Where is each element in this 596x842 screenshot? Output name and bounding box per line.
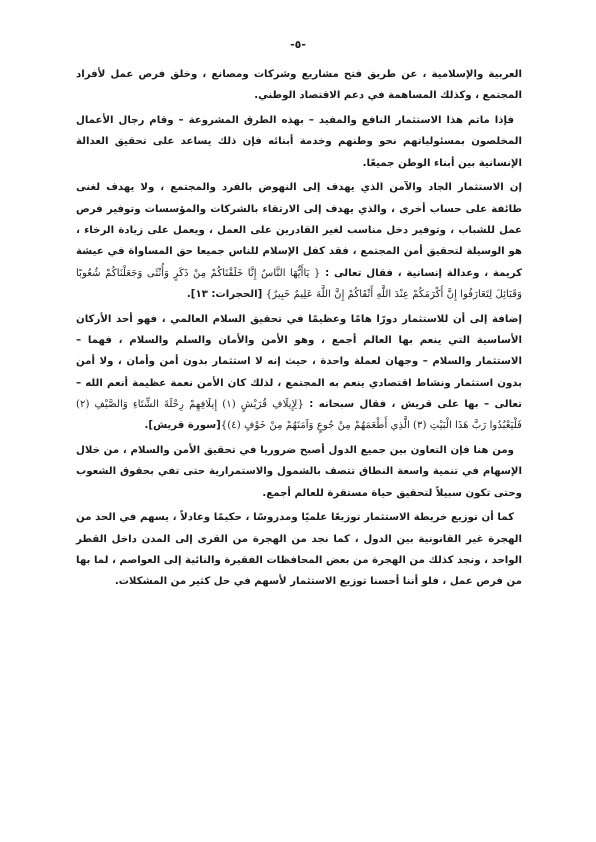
paragraph-6: كما أن توزيع خريطة الاستثمار توزيعًا علميًا ومدروسًا ، حكيمًا وعادلاً ، يسهم في الحد من الهجرة غير القانونية بين الدول ، كما نجد من الهجرة من القرى إلى المدن داخل القطر الواحد ، ونجد كذلك من الهجرة من بعض المحافظات الفقيرة والنائية إلى العواصم ، لما بها من فرص عمل ، فلو أننا أحسنا توزيع الاستثمار لأسهم في حل كثير من المشكلات. bbox=[76, 512, 522, 588]
page-number: -٥- bbox=[290, 38, 306, 51]
verse-citation-quraysh: [سورة قريش]. bbox=[144, 420, 221, 432]
paragraph-4-text: إضافة إلى أن للاستثمار دورًا هامًا وعظيمًا في تحقيق السلام العالمي ، فهو أحد الأركان الأساسية التي ينعم بها العالم أجمع ، وهو الأمن والأمان والسلم والسلام ، فهما – الاستثمار والسلام – وجهان لعملة واحدة ، حيث إنه لا استثمار بدون أمن وأمان ، ولا أمن بدون استثمار ونشاط اقتصادي ينعم به المجتمع ، لذلك كان الأمن نعمة عظيمة أنعم الله – تعالى – بها على قريش ، فقال سبحانه : bbox=[76, 313, 522, 410]
paragraph-3 bbox=[76, 177, 522, 305]
quran-verse-hujurat: { يَاأَيُّهَا النَّاسُ إِنَّا خَلَقْنَاكُمْ مِنْ ذَكَرٍ وَأُنْثَى وَجَعَلْنَاكُمْ شُعُوبًا وَقَبَائِلَ لِتَعَارَفُوا إِنَّ أَكْرَمَكُمْ عِنْدَ اللَّهِ أَتْقَاكُمْ إِنَّ اللَّهَ عَلِيمٌ خَبِيرٌ} bbox=[76, 267, 522, 300]
verse-citation-hujurat: [الحجرات: ١٣]. bbox=[186, 288, 266, 300]
paragraph-1: العربية والإسلامية ، عن طريق فتح مشاريع وشركات ومصانع ، وخلق فرص عمل لأفراد المجتمع ، وكذلك المساهمة في دعم الاقتصاد الوطني. bbox=[76, 69, 522, 102]
page-body bbox=[76, 64, 522, 596]
paragraph-4 bbox=[76, 309, 522, 437]
paragraph-5: ومن هنا فإن التعاون بين جميع الدول أصبح ضروريا في تحقيق الأمن والسلام ، من خلال الإسهام في تنمية واسعة النطاق تتصف بالشمول والاستمرارية حتى تفي بحقوق الشعوب وحتى تكون سبيلاً لتحقيق حياة مستقرة للعالم أجمع. bbox=[76, 445, 522, 499]
paragraph-3-text: إن الاستثمار الجاد والآمن الذي يهدف إلى النهوض بالفرد والمجتمع ، ولا يهدف لغنى طائفة على حساب أخرى ، والذي يهدف إلى الارتقاء بالشركات والمؤسسات وتوفير فرص عمل للشباب ، وتوفير دخل مناسب لغير القادرين على العمل ، ويعمل على زيادة الرخاء ، هو الوسيلة لتحقيق أمن المجتمع ، فقد كفل الإسلام للناس جميعا حق المساواة في عيشة كريمة ، وعدالة إنسانية ، فقال تعالى : bbox=[76, 182, 522, 279]
paragraph-2: فإذا ماتم هذا الاستثمار النافع والمفيد – بهذه الطرق المشروعة – وقام رجال الأعمال المخلصون بمسئولياتهم نحو وطنهم وخدمة أبنائه فإن ذلك يساعد على تحقيق العدالة الإنسانية بين أبناء الوطن جميعًا. bbox=[76, 115, 522, 169]
quran-verse-quraysh: {لِإِيلَافِ قُرَيْشٍ (١) إِيلَافِهِمْ رِحْلَةَ الشِّتَاءِ وَالصَّيْفِ (٢) فَلْيَعْبُدُوا رَبَّ هَذَا الْبَيْتِ (٣) الَّذِي أَطْعَمَهُمْ مِنْ جُوعٍ وَآمَنَهُمْ مِنْ خَوْفٍ (٤)} bbox=[76, 398, 522, 432]
